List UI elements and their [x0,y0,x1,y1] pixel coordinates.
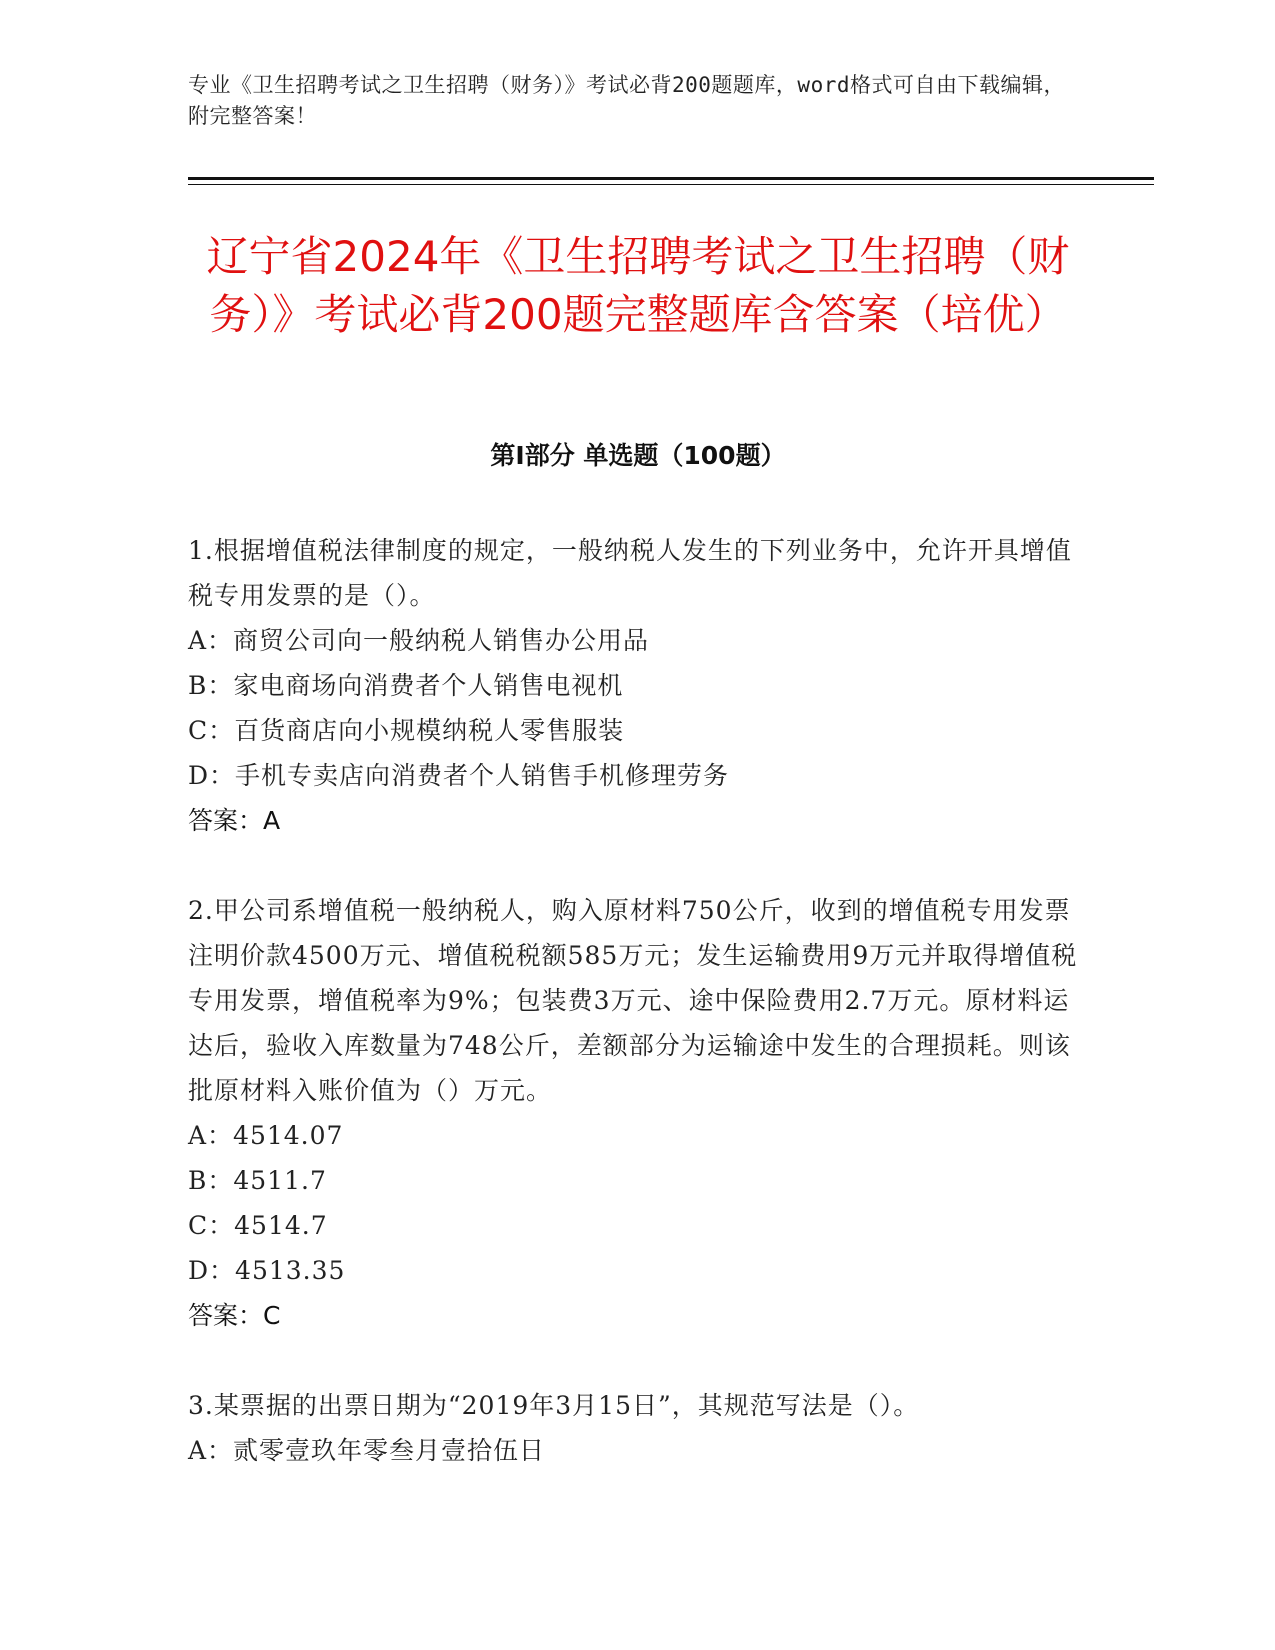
question-stem: 2.甲公司系增值税一般纳税人，购入原材料750公斤，收到的增值税专用发票注明价款4500万元、增值税税额585万元；发生运输费用9万元并取得增值税专用发票，增值税率为9%；包装费3万元、途中保险费用2.7万元。原材料运达后，验收入库数量为748公斤，差额部分为运输途中发生的合理损耗。则该批原材料入账价值为（）万元。 [188,896,1078,1105]
option-d: D：4513.35 [188,1256,346,1285]
option-c: C：百货商店向小规模纳税人零售服装 [188,716,625,745]
question-stem: 3.某票据的出票日期为“2019年3月15日”，其规范写法是（）。 [188,1391,920,1420]
option-b: B：4511.7 [188,1166,327,1195]
option-a: A：4514.07 [188,1121,344,1150]
option-b: B：家电商场向消费者个人销售电视机 [188,671,624,700]
option-c: C：4514.7 [188,1211,328,1240]
answer-label: 答案：A [188,806,281,835]
document-title: 辽宁省2024年《卫生招聘考试之卫生招聘（财务）》考试必背200题完整题库含答案（培优） [206,232,1070,339]
option-a: A：贰零壹玖年零叁月壹拾伍日 [188,1436,546,1465]
option-d: D：手机专卖店向消费者个人销售手机修理劳务 [188,761,730,790]
question-list [188,528,1078,1473]
question-item [188,528,1078,843]
question-item [188,1383,1078,1473]
header-divider-thick [188,177,1154,180]
header-divider-thin [188,184,1154,185]
question-item [188,888,1078,1338]
header-note: 专业《卫生招聘考试之卫生招聘（财务）》考试必背200题题库，word格式可自由下载编辑，附完整答案！ [188,73,1065,128]
section-heading: 第Ⅰ部分 单选题（100题） [490,441,786,470]
option-a: A：商贸公司向一般纳税人销售办公用品 [188,626,650,655]
answer-label: 答案：C [188,1301,281,1330]
question-stem: 1.根据增值税法律制度的规定，一般纳税人发生的下列业务中，允许开具增值税专用发票的是（）。 [188,536,1072,610]
